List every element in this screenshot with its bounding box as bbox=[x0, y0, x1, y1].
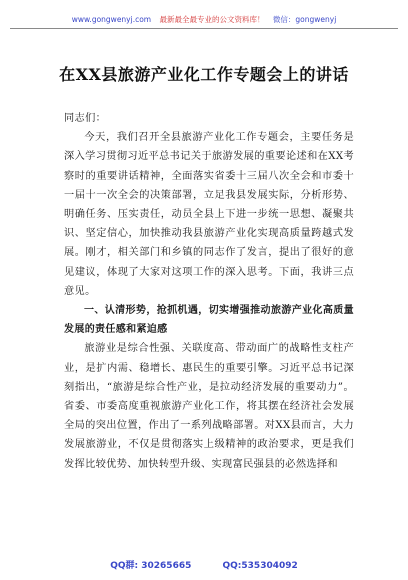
document-title: 在XX县旅游产业化工作专题会上的讲话 bbox=[59, 65, 349, 84]
wechat-id: 微信：gongwenyj bbox=[272, 15, 337, 24]
section1-paragraph: 旅游业是综合性强、关联度高、带动面广的战略性支柱产业，是扩内需、稳增长、惠民生的重要引擎。习近平总书记深刻指出，“旅游是综合性产业，是拉动经济发展的重要动力”。省委、市委高度重视旅游产业化工作，将其摆在经济社会发展全局的突出位置，作出了一系列战略部署。对XX县而言，大力发展旅游业，不仅是贯彻落实上级精神的政治要求，更是我们发挥比较优势、加快转型升级、实现富民强县的必然选择和 bbox=[64, 343, 354, 470]
qq-number: QQ:535304092 bbox=[222, 561, 298, 571]
section-heading-1: 一、认清形势，抢抓机遇，切实增强推动旅游产业化高质量发展的责任感和紧迫感 bbox=[64, 305, 354, 336]
header-divider bbox=[10, 28, 398, 29]
page-header bbox=[0, 14, 408, 25]
intro-paragraph: 今天，我们召开全县旅游产业化工作专题会，主要任务是深入学习贯彻习近平总书记关于旅游发展的重要论述和在XX考察时的重要讲话精神，全面落实省委十三届八次全会和市委十一届十一次全会的决策部署，立足我县发展实际，分析形势、明确任务、压实责任，动员全县上下进一步统一思想、凝聚共识、坚定信心，加快推动我县旅游产业化实现高质量跨越式发展。刚才，相关部门和乡镇的同志作了发言，提出了很好的意见建议，体现了大家对这项工作的深入思考。下面，我讲三点意见。 bbox=[64, 132, 354, 297]
salutation: 同志们： bbox=[64, 113, 107, 124]
site-url[interactable]: www.gongwenyj.com bbox=[71, 15, 152, 24]
page-footer bbox=[0, 558, 408, 571]
header-tagline: 最新最全最专业的公文资料库！ bbox=[159, 15, 265, 24]
qq-group: QQ群: 30265665 bbox=[110, 561, 192, 571]
document-body bbox=[64, 109, 354, 474]
